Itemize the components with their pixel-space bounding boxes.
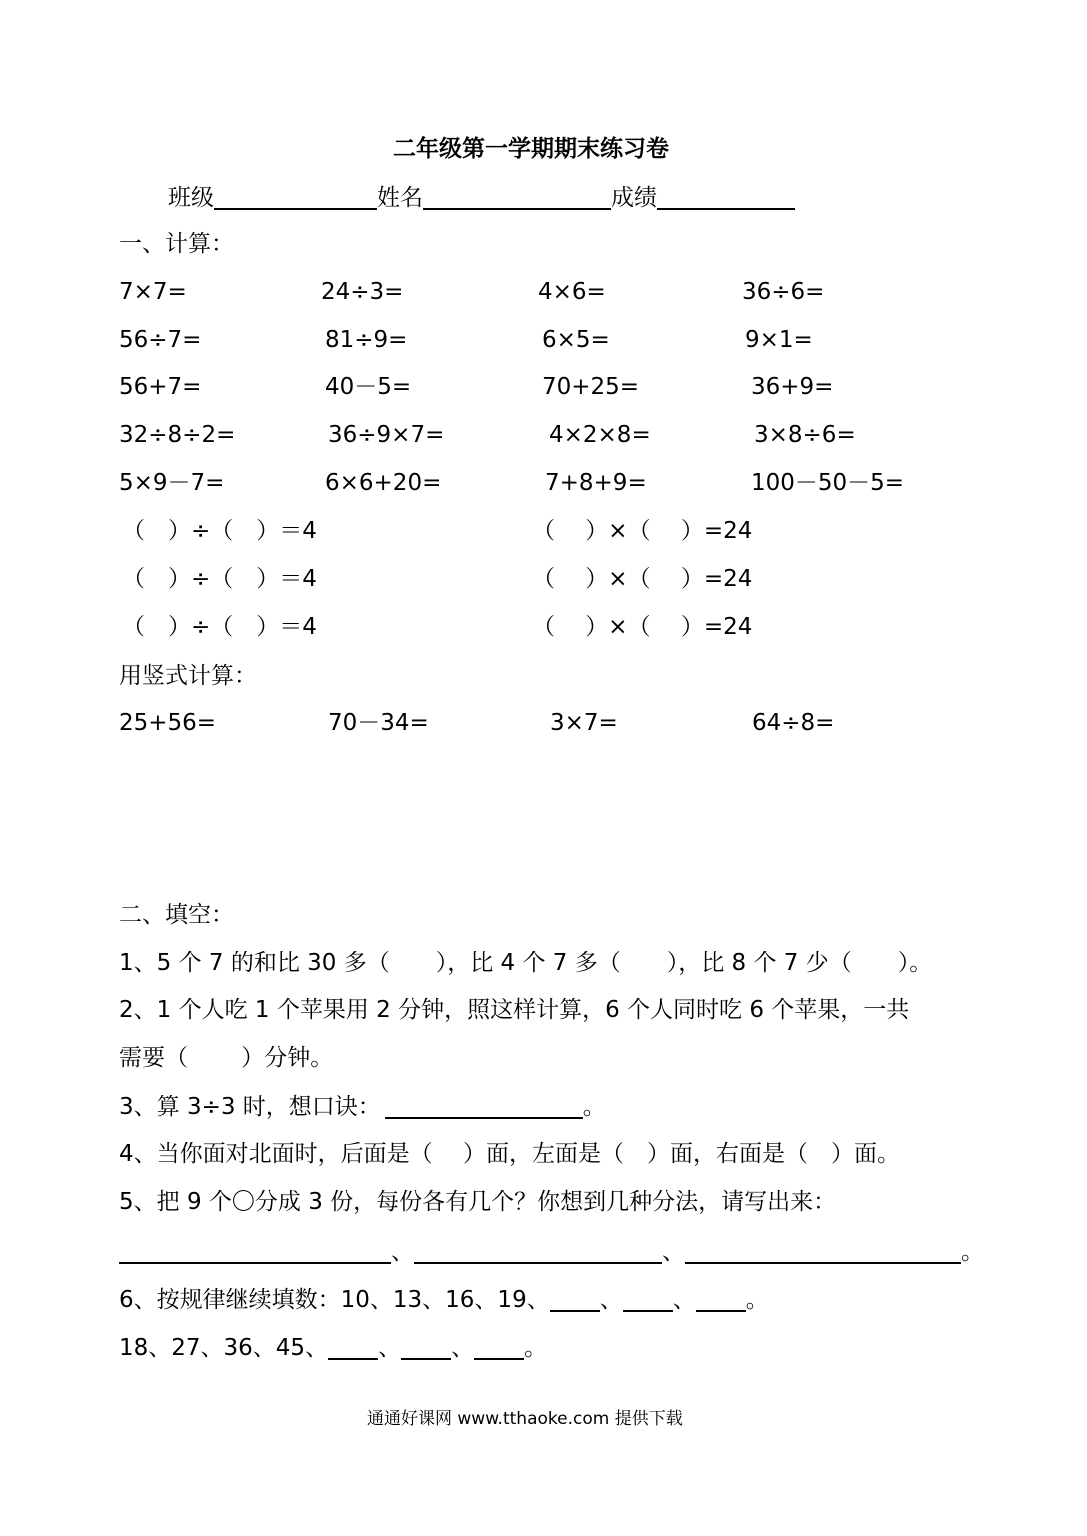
section2-heading: 二、填空： bbox=[119, 902, 234, 928]
separator: 、 bbox=[451, 1335, 475, 1361]
answer-blank[interactable] bbox=[685, 1240, 961, 1264]
problem: 56÷7= bbox=[119, 327, 202, 353]
class-label: 班级 bbox=[168, 185, 214, 211]
separator: 。 bbox=[745, 1287, 769, 1313]
division-blank-problem[interactable]: （ ）÷（ ）＝4 bbox=[122, 566, 317, 592]
vertical-calc-heading: 用竖式计算： bbox=[119, 663, 257, 689]
problem: 3×7= bbox=[550, 710, 618, 736]
multiplication-blank-problem[interactable]: （ ）×（ ）=24 bbox=[532, 614, 753, 640]
student-info-line bbox=[168, 186, 795, 210]
separator: 、 bbox=[599, 1287, 623, 1313]
oral-row bbox=[0, 472, 1087, 502]
problem: 70+25= bbox=[542, 374, 640, 400]
score-label: 成绩 bbox=[611, 185, 657, 211]
answer-blank[interactable] bbox=[623, 1288, 673, 1312]
problem: 36÷9×7= bbox=[328, 422, 445, 448]
problem: 36÷6= bbox=[742, 279, 825, 305]
blank-row bbox=[0, 520, 1087, 550]
answer-blank[interactable] bbox=[328, 1336, 378, 1360]
class-blank[interactable] bbox=[214, 186, 377, 210]
question-6-line2 bbox=[119, 1336, 547, 1360]
page-title: 二年级第一学期期末练习卷 bbox=[393, 135, 669, 162]
oral-row bbox=[0, 329, 1087, 359]
blank-row bbox=[0, 568, 1087, 598]
multiplication-blank-problem[interactable]: （ ）×（ ）=24 bbox=[532, 518, 753, 544]
sequence-text: 18、27、36、45、 bbox=[119, 1335, 329, 1361]
name-label: 姓名 bbox=[377, 185, 423, 211]
separator: 、 bbox=[378, 1335, 402, 1361]
answer-blank[interactable] bbox=[385, 1095, 583, 1119]
question-3 bbox=[119, 1095, 606, 1119]
question-1: 1、5 个 7 的和比 30 多（ ），比 4 个 7 多（ ），比 8 个 7 少（ ）。 bbox=[119, 950, 933, 976]
problem: 64÷8= bbox=[752, 710, 835, 736]
problem: 9×1= bbox=[745, 327, 813, 353]
question-5-answer-line bbox=[119, 1240, 984, 1264]
answer-blank[interactable] bbox=[696, 1288, 746, 1312]
section1-heading: 一、计算： bbox=[119, 231, 234, 257]
problem: 4×6= bbox=[538, 279, 606, 305]
problem: 32÷8÷2= bbox=[119, 422, 236, 448]
question-3-text: 3、算 3÷3 时，想口诀： bbox=[119, 1094, 381, 1120]
separator: 、 bbox=[662, 1239, 685, 1265]
answer-blank[interactable] bbox=[119, 1240, 391, 1264]
answer-blank[interactable] bbox=[401, 1336, 451, 1360]
problem: 24÷3= bbox=[321, 279, 404, 305]
name-blank[interactable] bbox=[423, 186, 611, 210]
separator: 、 bbox=[672, 1287, 696, 1313]
question-2-line2: 需要（ ）分钟。 bbox=[119, 1045, 334, 1071]
sequence-text: 6、按规律继续填数：10、13、16、19、 bbox=[119, 1287, 550, 1313]
answer-blank[interactable] bbox=[474, 1336, 524, 1360]
problem: 40－5= bbox=[325, 374, 412, 400]
separator: 。 bbox=[524, 1335, 548, 1361]
answer-blank[interactable] bbox=[414, 1240, 662, 1264]
problem: 81÷9= bbox=[325, 327, 408, 353]
problem: 6×5= bbox=[542, 327, 610, 353]
problem: 36+9= bbox=[751, 374, 834, 400]
multiplication-blank-problem[interactable]: （ ）×（ ）=24 bbox=[532, 566, 753, 592]
oral-row bbox=[0, 281, 1087, 311]
separator: 。 bbox=[961, 1239, 984, 1265]
separator: 、 bbox=[391, 1239, 414, 1265]
problem: 3×8÷6= bbox=[754, 422, 856, 448]
question-6-line1 bbox=[119, 1288, 769, 1312]
question-2-line1: 2、1 个人吃 1 个苹果用 2 分钟，照这样计算，6 个人同时吃 6 个苹果，一共 bbox=[119, 997, 910, 1023]
problem: 56+7= bbox=[119, 374, 202, 400]
division-blank-problem[interactable]: （ ）÷（ ）＝4 bbox=[122, 518, 317, 544]
oral-row bbox=[0, 376, 1087, 406]
problem: 7×7= bbox=[119, 279, 187, 305]
problem: 5×9－7= bbox=[119, 470, 225, 496]
blank-row bbox=[0, 616, 1087, 646]
problem: 100－50－5= bbox=[751, 470, 905, 496]
answer-blank[interactable] bbox=[550, 1288, 600, 1312]
question-4: 4、当你面对北面时，后面是（ ）面，左面是（ ）面，右面是（ ）面。 bbox=[119, 1141, 900, 1167]
problem: 25+56= bbox=[119, 710, 217, 736]
score-blank[interactable] bbox=[657, 186, 795, 210]
vertical-calc-row bbox=[0, 712, 1087, 742]
question-5: 5、把 9 个〇分成 3 份，每份各有几个？你想到几种分法，请写出来： bbox=[119, 1189, 837, 1215]
problem: 7+8+9= bbox=[545, 470, 647, 496]
problem: 6×6+20= bbox=[325, 470, 442, 496]
problem: 4×2×8= bbox=[549, 422, 651, 448]
question-3-end: 。 bbox=[582, 1094, 606, 1120]
footer-credit: 通通好课网 www.tthaoke.com 提供下载 bbox=[367, 1409, 683, 1429]
division-blank-problem[interactable]: （ ）÷（ ）＝4 bbox=[122, 614, 317, 640]
oral-row bbox=[0, 424, 1087, 454]
problem: 70－34= bbox=[328, 710, 429, 736]
